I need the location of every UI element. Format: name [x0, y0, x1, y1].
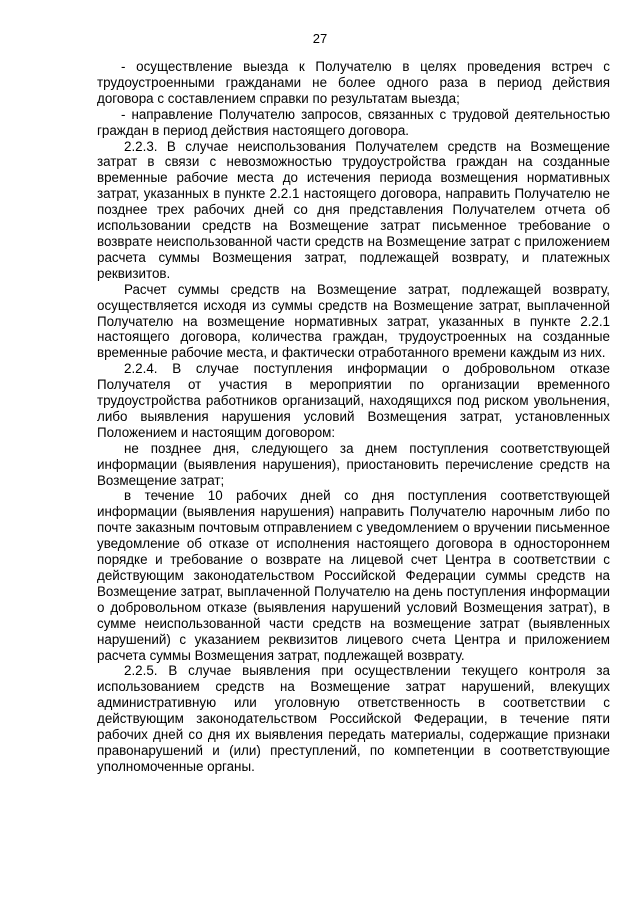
paragraph-2-2-4: 2.2.4. В случае поступления информации о добровольном отказе Получателя от участия в мероприятии по организации временного трудоустройства работников организаций, находящихся под риском увольнения, либо выявления нарушения условий Возмещения затрат, установленных Положением и настоящим договором: — [97, 361, 610, 440]
paragraph-suspend-transfer: не позднее дня, следующего за днем поступления соответствующей информации (выявления нарушения), приостановить перечисление средств на Возмещение затрат; — [97, 440, 610, 488]
paragraph-refund-calculation: Расчет суммы средств на Возмещение затрат, подлежащей возврату, осуществляется исходя из суммы средств на Возмещение затрат, выплаченной Получателю на возмещение нормативных затрат, указанных в пункте 2.2.1 настоящего договора, количества граждан, трудоустроенных на созданные временные рабочие места, и фактически отработанного времени каждым из них. — [97, 281, 610, 361]
paragraph-2-2-5: 2.2.5. В случае выявления при осуществлении текущего контроля за использованием средств на Возмещение затрат нарушений, влекущих административную или уголовную ответственность в соответствии с действующим законодательством Российской Федерации, в течение пяти рабочих дней со дня их выявления передать материалы, содержащие признаки правонарушений и (или) преступлений, по компетенции в соответствующие уполномоченные органы. — [97, 663, 610, 774]
paragraph-notification: в течение 10 рабочих дней со дня поступления соответствующей информации (выявления нарушения) направить Получателю нарочным либо по почте заказным почтовым отправлением с уведомлением о вручении письменное уведомление об отказе от исполнения настоящего договора в одностороннем порядке и требование о возврате на лицевой счет Центра в соответствии с действующим законодательством Российской Федерации суммы средств на Возмещение затрат, выплаченной Получателю на день поступления информации о добровольном отказе (выявления нарушений условий Возмещения затрат), в сумме неиспользованной части средств на возмещение затрат (выявленных нарушений) с указанием реквизитов лицевого счета Центра и приложением расчета суммы Возмещения затрат, подлежащей возврату. — [97, 488, 610, 663]
paragraph-requests: - направление Получателю запросов, связанных с трудовой деятельностью граждан в период действия настоящего договора. — [97, 106, 610, 138]
paragraph-2-2-3: 2.2.3. В случае неиспользования Получателем средств на Возмещение затрат в связи с невозможностью трудоустройства граждан на созданные временные рабочие места до истечения периода возмещения нормативных затрат, указанных в пункте 2.2.1 настоящего договора, направить Получателю не позднее трех рабочих дней со дня представления Получателем отчета об использовании средств на Возмещение затрат письменное требование о возврате неиспользованной части средств на Возмещение затрат с приложением расчета суммы Возмещения затрат, подлежащей возврату, и платежных реквизитов. — [97, 138, 610, 281]
page-number: 27 — [312, 31, 328, 46]
document-body — [97, 59, 610, 775]
paragraph-site-visit: - осуществление выезда к Получателю в целях проведения встреч с трудоустроенными гражданами не более одного раза в период действия договора с составлением справки по результатам выезда; — [97, 59, 610, 106]
